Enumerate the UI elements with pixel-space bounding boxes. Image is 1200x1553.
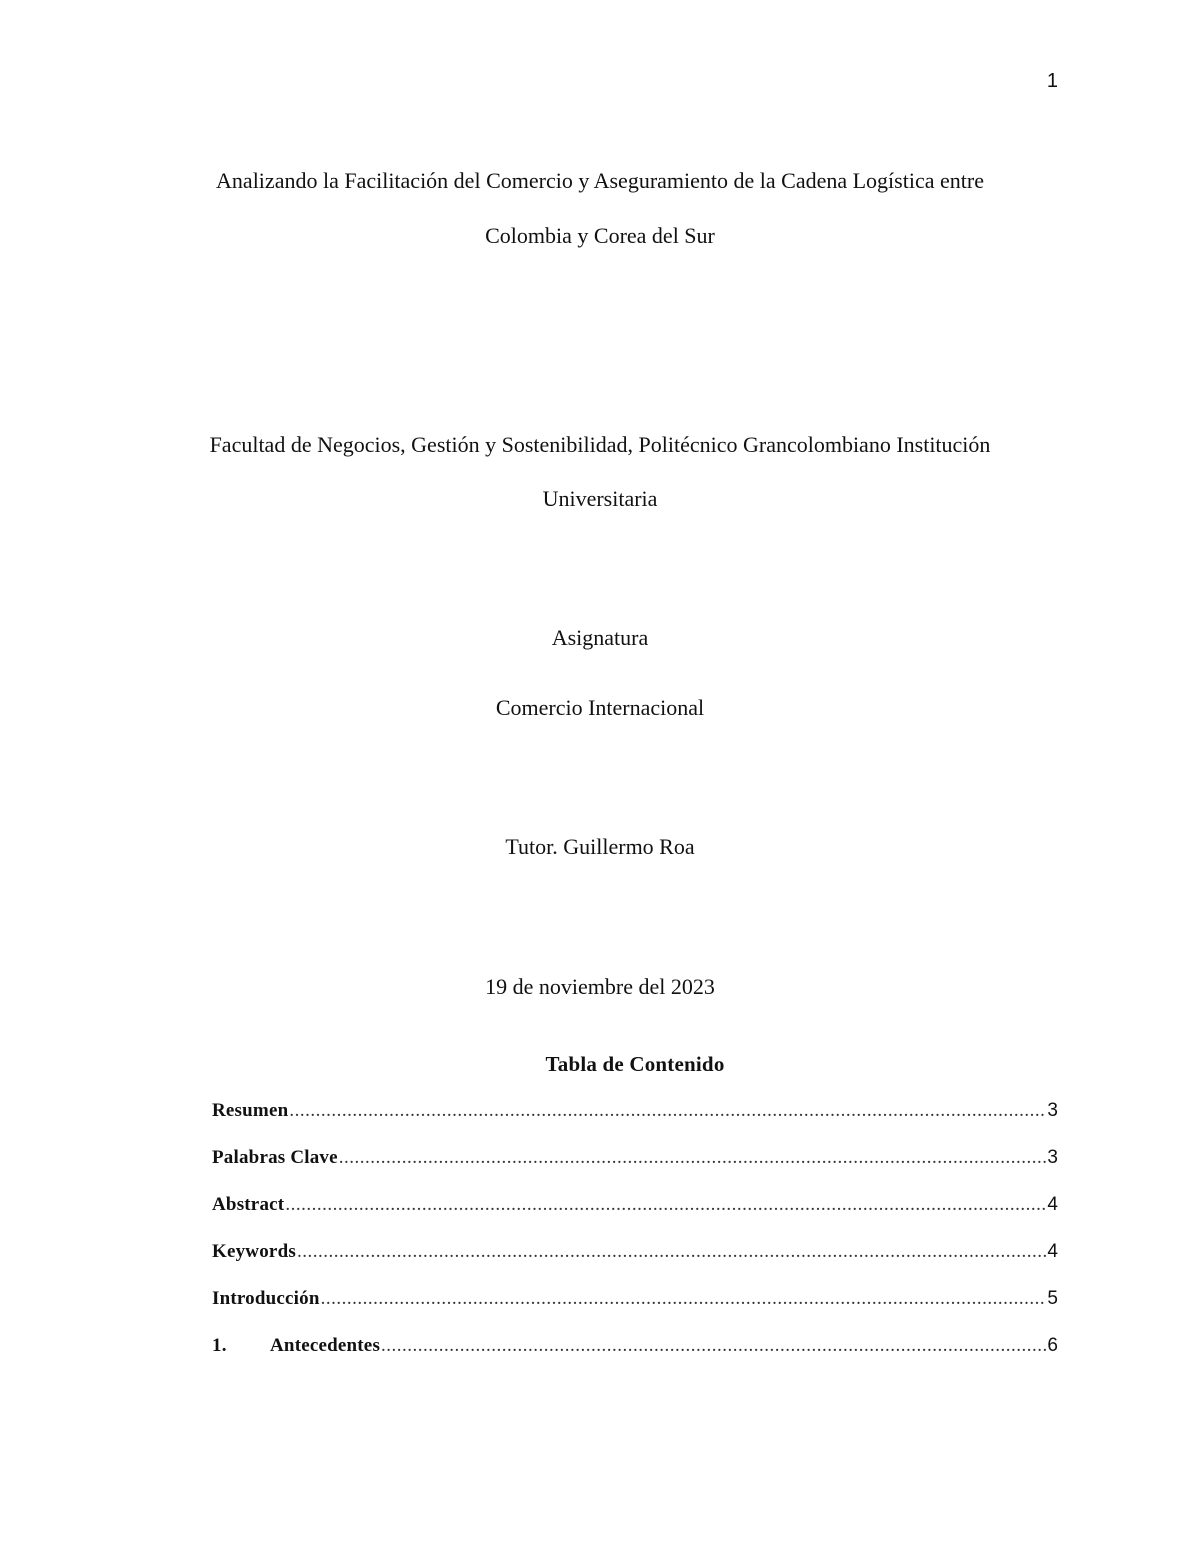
toc-entry-label: Introducción	[212, 1288, 320, 1309]
document-date: 19 de noviembre del 2023	[485, 974, 715, 999]
toc-entry-label: Antecedentes	[270, 1335, 381, 1356]
toc-entry-resumen[interactable]	[212, 1100, 1058, 1147]
toc-entry-page: 6	[1047, 1335, 1058, 1356]
toc-entry-page: 5	[1047, 1288, 1058, 1309]
toc-heading: Tabla de Contenido	[545, 1052, 725, 1076]
toc-dot-leader	[321, 1288, 1047, 1310]
toc-entry-label: Abstract	[212, 1194, 285, 1215]
tutor-name: Tutor. Guillermo Roa	[505, 834, 695, 859]
toc-entry-abstract[interactable]	[212, 1194, 1058, 1241]
subject-label: Asignatura	[551, 625, 649, 650]
toc-entry-page: 3	[1047, 1100, 1058, 1121]
toc-dot-leader	[339, 1147, 1047, 1169]
toc-entry-label-group	[212, 1335, 380, 1357]
document-title-line-1: Analizando la Facilitación del Comercio y Aseguramiento de la Cadena Logística entre	[216, 168, 984, 193]
toc-dot-leader	[297, 1241, 1046, 1263]
toc-dot-leader	[381, 1335, 1046, 1357]
toc-dot-leader	[289, 1100, 1046, 1122]
affiliation-line-2: Universitaria	[542, 486, 658, 511]
toc-entry-page: 3	[1047, 1147, 1058, 1168]
toc-entry-antecedentes[interactable]	[212, 1335, 1058, 1382]
document-title-line-2: Colombia y Corea del Sur	[485, 223, 715, 248]
toc-entry-introduccion[interactable]	[212, 1288, 1058, 1335]
affiliation-line-1: Facultad de Negocios, Gestión y Sostenibilidad, Politécnico Grancolombiano Institución	[209, 432, 991, 457]
toc-entry-label: Palabras Clave	[212, 1147, 338, 1168]
toc-entry-page: 4	[1047, 1194, 1058, 1215]
toc-entry-label: Keywords	[212, 1241, 296, 1262]
subject-name: Comercio Internacional	[495, 695, 705, 720]
toc-entry-number: 1.	[212, 1335, 227, 1356]
table-of-contents	[212, 1100, 1058, 1382]
toc-entry-keywords[interactable]	[212, 1241, 1058, 1288]
toc-dot-leader	[285, 1194, 1046, 1216]
toc-entry-label: Resumen	[212, 1100, 289, 1121]
toc-entry-palabras-clave[interactable]	[212, 1147, 1058, 1194]
page-number: 1	[1046, 70, 1058, 92]
toc-entry-page: 4	[1047, 1241, 1058, 1262]
